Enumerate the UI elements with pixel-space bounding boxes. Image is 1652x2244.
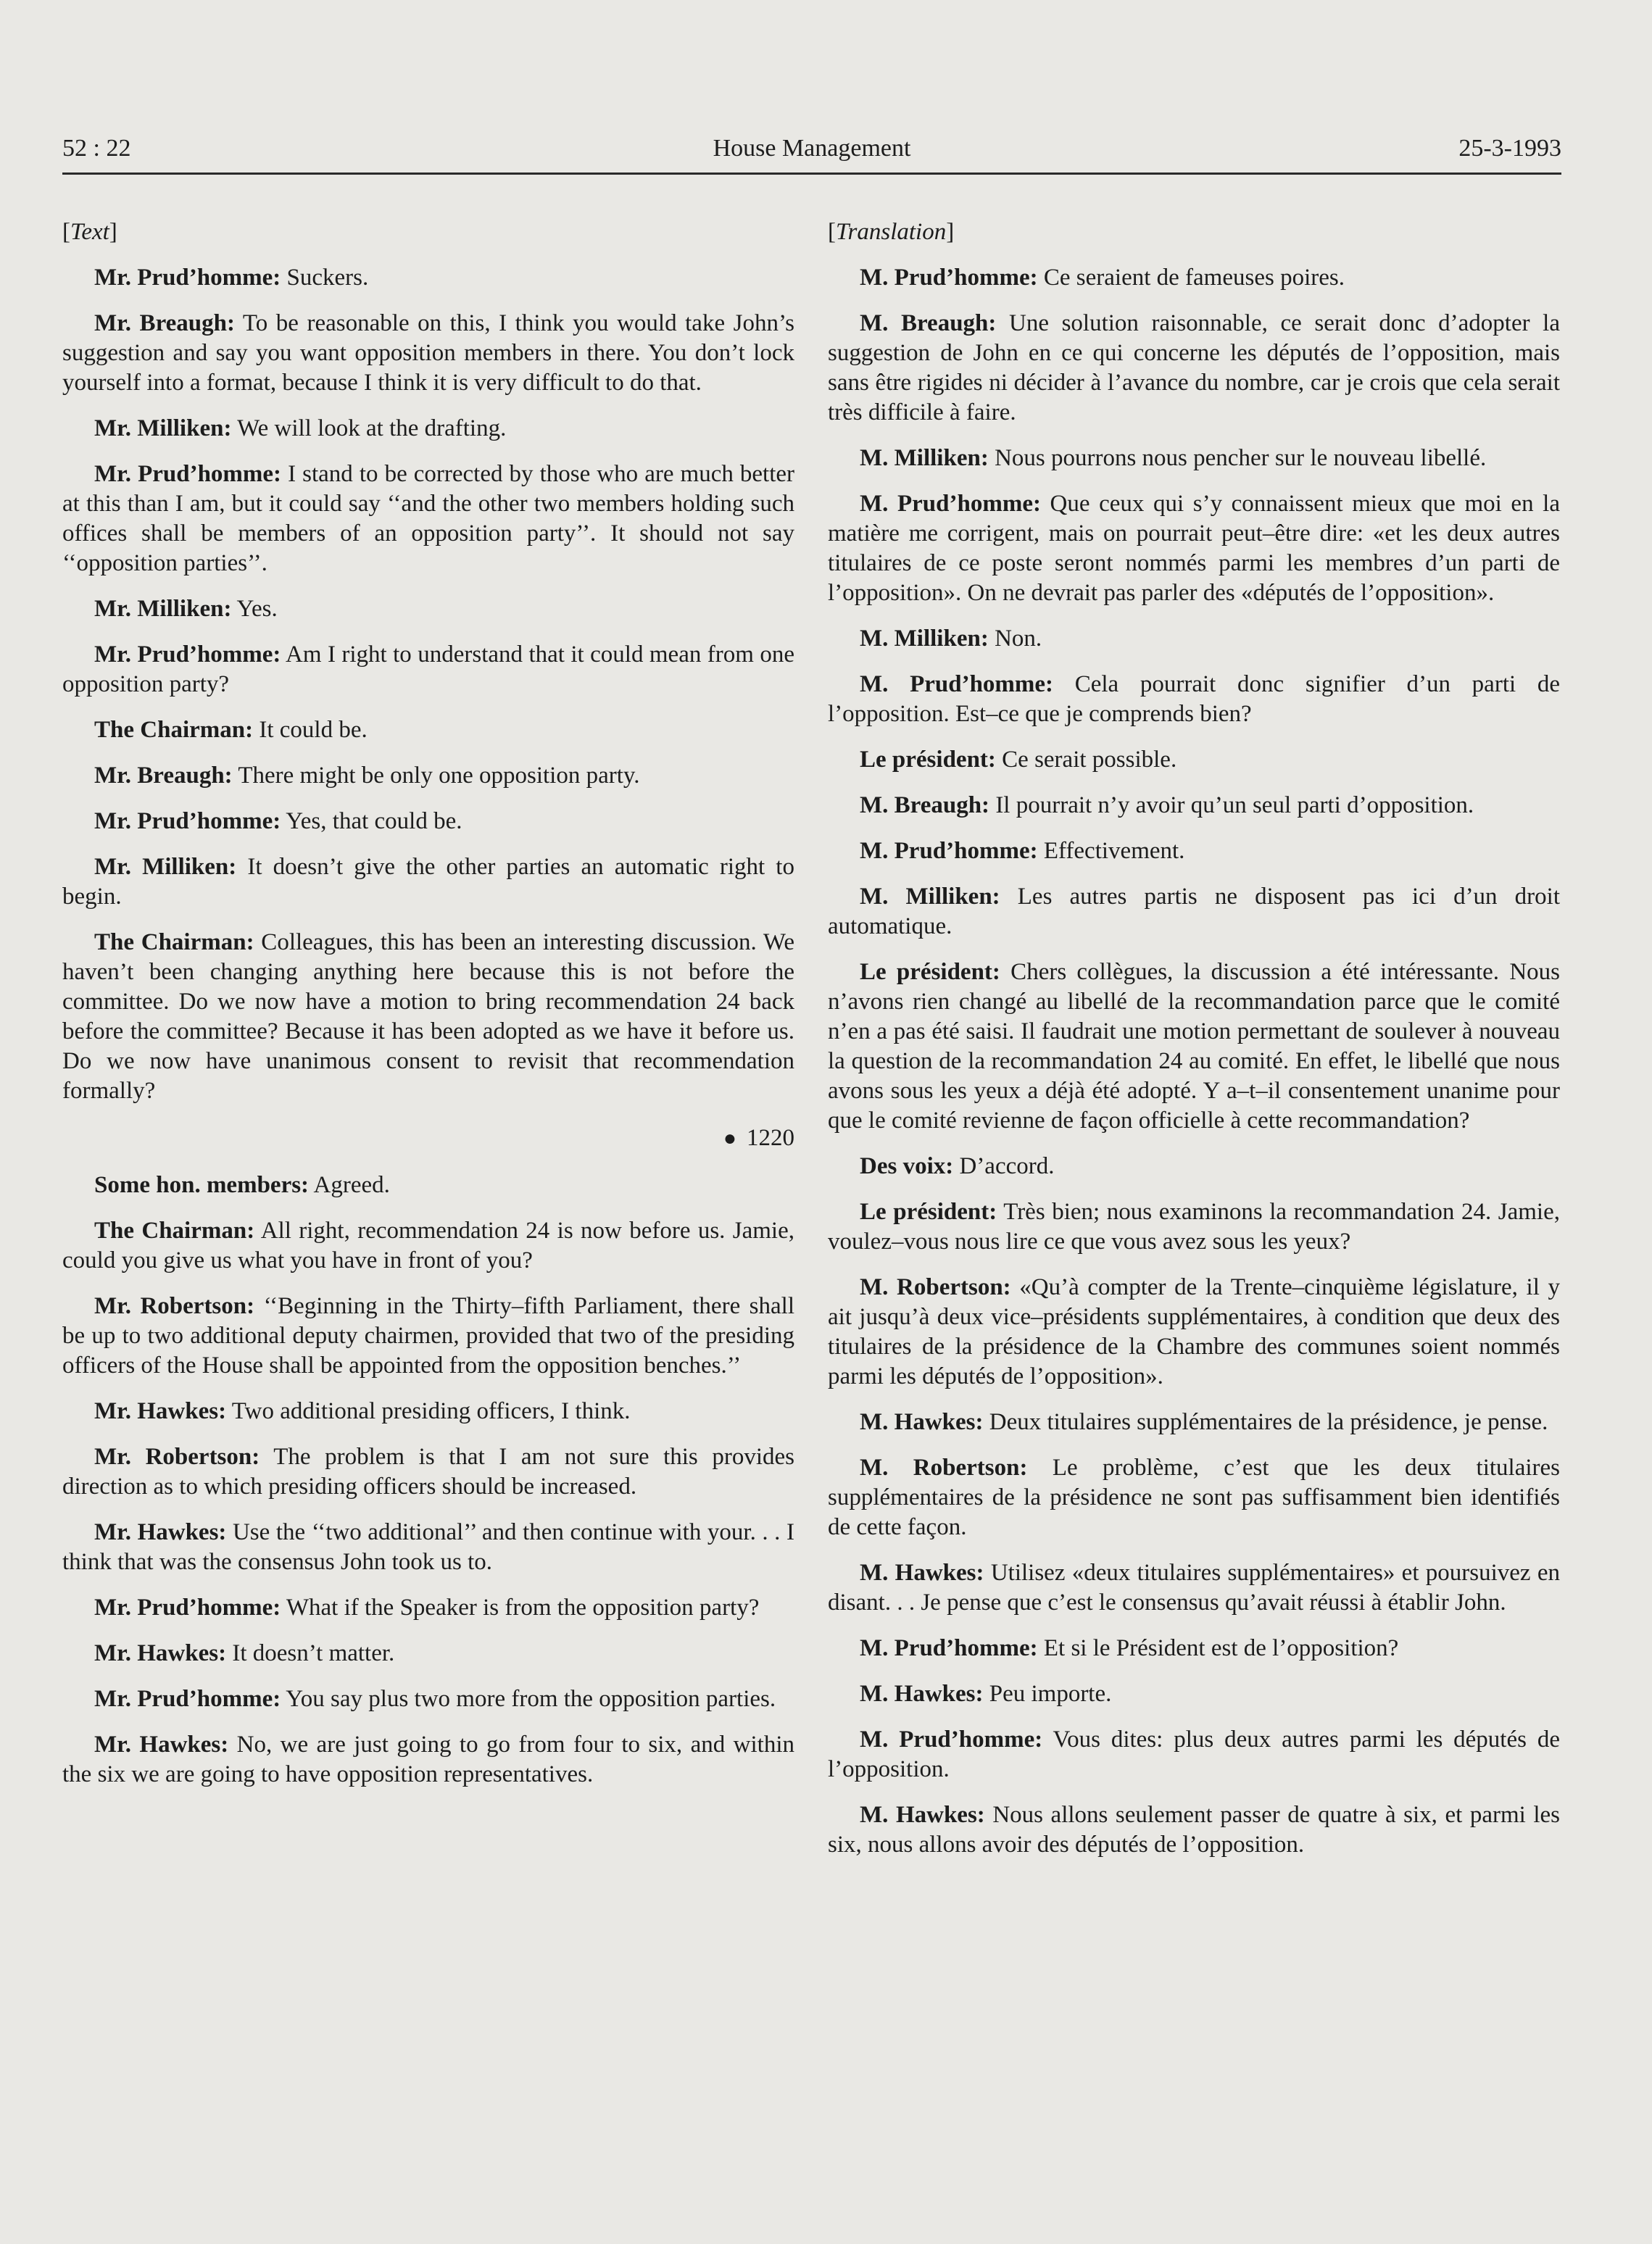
column-label: [Text]: [62, 219, 117, 245]
speech-text: Il pourrait n’y avoir qu’un seul parti d’opposition.: [989, 792, 1474, 818]
speaker-name: Mr. Milliken:: [94, 415, 232, 441]
speech-paragraph: [62, 807, 794, 836]
speaker-name: Mr. Breaugh:: [94, 762, 233, 789]
speaker-name: Mr. Milliken:: [94, 596, 232, 622]
speech-paragraph: [62, 309, 794, 398]
speech-text: Et si le Président est de l’opposition?: [1037, 1635, 1399, 1661]
speech-text: Colleagues, this has been an interesting discussion. We haven’t been changing anything here because this is not before the committee. Do we now have a motion to bring recommendation 24 back before the committee? Because it has been adopted as we have it before us. Do we now have unanimous consent to revisit that recommendation formally?: [62, 929, 795, 1104]
speaker-name: The Chairman:: [94, 1218, 255, 1244]
speech-paragraph: [828, 1634, 1560, 1663]
speech-text: «Qu’à compter de la Trente–cinquième législature, il y ait jusqu’à deux vice–présidents supplémentaires, à condition que deux des titulaires de la présidence de la Chambre des communes soient nommés parmi les députés de l’opposition».: [828, 1274, 1560, 1389]
speech-text: Use the ‘‘two additional’’ and then continue with your. . . I think that was the consensus John took us to.: [62, 1519, 794, 1575]
speech-text: I stand to be corrected by those who are much better at this than I am, but it could say ‘‘and the other two members holding such offices shall be members of an opposition party’’. It should not say ‘‘opposition parties’’.: [62, 461, 795, 576]
speech-paragraph: [828, 1800, 1560, 1860]
speaker-name: M. Breaugh:: [860, 310, 997, 336]
speech-text: Une solution raisonnable, ce serait donc d’adopter la suggestion de John en ce qui concerne les députés de l’opposition, mais sans être rigides ni décider à l’avance du nombre, car je crois que cela serait très difficile à faire.: [828, 310, 1560, 425]
speech-text: Peu importe.: [983, 1681, 1112, 1707]
speech-paragraph: [62, 1397, 794, 1426]
speech-text: Ce seraient de fameuses poires.: [1037, 265, 1345, 291]
speech-paragraph: [828, 1152, 1560, 1181]
publication-title: House Management: [713, 135, 911, 162]
speech-paragraph: [62, 715, 794, 745]
speech-text: Effectivement.: [1037, 838, 1185, 864]
paragraph-group: [62, 1171, 794, 1790]
speech-paragraph: [62, 1593, 794, 1623]
speech-paragraph: [62, 640, 794, 699]
speaker-name: Some hon. members:: [94, 1172, 310, 1198]
speaker-name: M. Hawkes:: [860, 1802, 985, 1828]
bullet-icon: ●: [723, 1126, 736, 1150]
speech-paragraph: [828, 791, 1560, 820]
speech-text: We will look at the drafting.: [231, 415, 507, 441]
speech-paragraph: [62, 460, 794, 578]
speaker-name: M. Milliken:: [860, 884, 1000, 910]
speech-text: Utilisez «deux titulaires supplémentaires» et poursuivez en disant. . . Je pense que c’est le consensus qu’avait réussi à établir John.: [828, 1560, 1561, 1616]
speaker-name: M. Robertson:: [860, 1455, 1028, 1481]
speech-text: Two additional presiding officers, I think.: [226, 1398, 631, 1424]
speaker-name: Mr. Prud’homme:: [94, 265, 281, 291]
header-date: 25-3-1993: [1458, 135, 1561, 162]
speaker-name: Mr. Hawkes:: [94, 1398, 227, 1424]
speech-paragraph: [828, 957, 1560, 1136]
page-number: 52 : 22: [62, 135, 131, 162]
speech-text: Non.: [988, 626, 1042, 652]
speech-text: Cela pourrait donc signifier d’un parti de l’opposition. Est–ce que je comprends bien?: [828, 671, 1560, 727]
speech-paragraph: [62, 928, 794, 1106]
speech-paragraph: [828, 1273, 1560, 1392]
speaker-name: Des voix:: [860, 1153, 954, 1179]
speech-text: Suckers.: [281, 265, 369, 291]
column-label-text: Text: [70, 219, 109, 245]
speech-text: Yes.: [231, 596, 278, 622]
french-column: [828, 217, 1560, 1876]
speech-paragraph: [62, 1292, 794, 1381]
speech-text: Ce serait possible.: [995, 747, 1177, 773]
speech-text: Agreed.: [309, 1172, 390, 1198]
paragraph-group: [62, 263, 794, 1106]
speaker-name: M. Robertson:: [860, 1274, 1011, 1300]
speech-text: What if the Speaker is from the opposition party?: [281, 1595, 760, 1621]
speech-text: Am I right to understand that it could mean from one opposition party?: [62, 641, 794, 697]
speaker-name: The Chairman:: [94, 717, 254, 743]
speech-paragraph: [62, 1518, 794, 1577]
speech-text: All right, recommendation 24 is now before us. Jamie, could you give us what you have in front of you?: [62, 1218, 795, 1273]
speaker-name: Mr. Robertson:: [94, 1293, 255, 1319]
speaker-name: Mr. Prud’homme:: [94, 641, 281, 668]
timestamp: [62, 1123, 794, 1153]
running-header: [62, 132, 1561, 175]
speaker-name: Mr. Robertson:: [94, 1444, 260, 1470]
speech-text: Nous allons seulement passer de quatre à six, et parmi les six, nous allons avoir des députés de l’opposition.: [828, 1802, 1560, 1858]
speech-paragraph: [62, 263, 794, 293]
speaker-name: Mr. Hawkes:: [94, 1732, 229, 1758]
speaker-name: The Chairman:: [94, 929, 254, 955]
speech-paragraph: [828, 882, 1560, 942]
speaker-name: Mr. Prud’homme:: [94, 808, 281, 834]
paragraph-group: [828, 263, 1560, 1860]
speaker-name: Le président:: [860, 959, 1000, 985]
speaker-name: Mr. Breaugh:: [94, 310, 235, 336]
speech-paragraph: [828, 1408, 1560, 1437]
speech-paragraph: [62, 1639, 794, 1669]
speech-text: Que ceux qui s’y connaissent mieux que moi en la matière me corrigent, mais on pourrait peut–être dire: «et les deux autres titulaires de ce poste seront nommés parmi les membres d’un parti de l’opposition». On ne devrait pas parler des «députés de l’opposition».: [828, 491, 1560, 606]
speech-text: Vous dites: plus deux autres parmi les députés de l’opposition.: [828, 1726, 1560, 1782]
speech-text: Yes, that could be.: [281, 808, 462, 834]
speech-paragraph: [828, 624, 1560, 654]
column-label: [Translation]: [828, 219, 955, 245]
speech-text: It doesn’t give the other parties an automatic right to begin.: [62, 854, 794, 910]
speech-paragraph: [62, 1171, 794, 1200]
speaker-name: Mr. Prud’homme:: [94, 461, 282, 487]
speech-paragraph: [62, 1684, 794, 1714]
speech-paragraph: [828, 1725, 1560, 1784]
speaker-name: Mr. Hawkes:: [94, 1519, 227, 1545]
speech-paragraph: [62, 1730, 794, 1790]
english-column: [62, 217, 794, 1805]
speech-text: No, we are just going to go from four to six, and within the six we are going to have opposition representatives.: [62, 1732, 794, 1787]
speech-paragraph: [828, 263, 1560, 293]
speech-paragraph: [828, 1679, 1560, 1709]
speech-paragraph: [828, 309, 1560, 428]
speech-text: The problem is that I am not sure this provides direction as to which presiding officers should be increased.: [62, 1444, 794, 1500]
speech-text: Nous pourrons nous pencher sur le nouveau libellé.: [988, 445, 1487, 471]
speech-paragraph: [62, 1216, 794, 1276]
speaker-name: M. Hawkes:: [860, 1409, 984, 1435]
column-label-text: Translation: [836, 219, 947, 245]
speech-text: Deux titulaires supplémentaires de la présidence, je pense.: [983, 1409, 1548, 1435]
speaker-name: M. Breaugh:: [860, 792, 990, 818]
speaker-name: M. Prud’homme:: [860, 265, 1038, 291]
speaker-name: M. Milliken:: [860, 626, 989, 652]
speaker-name: Mr. Milliken:: [94, 854, 237, 880]
speaker-name: M. Prud’homme:: [860, 671, 1054, 697]
speech-paragraph: [828, 1453, 1560, 1542]
speaker-name: M. Hawkes:: [860, 1681, 984, 1707]
speech-text: There might be only one opposition party.: [232, 762, 640, 789]
speech-paragraph: [828, 489, 1560, 608]
speaker-name: Mr. Prud’homme:: [94, 1686, 281, 1712]
speech-text: ‘‘Beginning in the Thirty–fifth Parliament, there shall be up to two additional deputy chairmen, provided that two of the presiding officers of the House shall be appointed from the opposition benches.’’: [62, 1293, 794, 1379]
speaker-name: Mr. Prud’homme:: [94, 1595, 281, 1621]
speaker-name: M. Prud’homme:: [860, 1726, 1043, 1753]
speaker-name: M. Prud’homme:: [860, 1635, 1038, 1661]
speech-paragraph: [828, 1558, 1560, 1618]
speech-text: To be reasonable on this, I think you would take John’s suggestion and say you want opposition members in there. You don’t lock yourself into a format, because I think it is very difficult to do that.: [62, 310, 794, 396]
speaker-name: Le président:: [860, 1199, 997, 1225]
speaker-name: Mr. Hawkes:: [94, 1640, 227, 1666]
speech-text: Les autres partis ne disposent pas ici d’un droit automatique.: [828, 884, 1560, 939]
speech-paragraph: [62, 594, 794, 624]
speech-paragraph: [62, 761, 794, 791]
speech-text: Chers collègues, la discussion a été intéressante. Nous n’avons rien changé au libellé de la recommandation parce que le comité n’en a pas été saisi. Il faudrait une motion permettant de soulever à nouveau la question de la recommandation 24 au comité. En effet, le libellé que nous avons sous les yeux a déjà été adopté. Y a–t–il consentement unanime pour que le comité revienne de façon officielle à cette recommandation?: [828, 959, 1560, 1134]
speech-text: Très bien; nous examinons la recommandation 24. Jamie, voulez–vous nous lire ce que vous avez sous les yeux?: [828, 1199, 1560, 1255]
timestamp-value: 1220: [747, 1125, 794, 1151]
speaker-name: Le président:: [860, 747, 996, 773]
speech-text: You say plus two more from the opposition parties.: [281, 1686, 776, 1712]
speech-paragraph: [62, 852, 794, 912]
speaker-name: M. Prud’homme:: [860, 491, 1041, 517]
speech-paragraph: [828, 836, 1560, 866]
speech-paragraph: [828, 745, 1560, 775]
speech-text: D’accord.: [953, 1153, 1055, 1179]
speech-paragraph: [828, 444, 1560, 473]
speech-text: Le problème, c’est que les deux titulaires supplémentaires de la présidence ne sont pas suffisamment bien identifiés de cette façon.: [828, 1455, 1560, 1540]
speaker-name: M. Milliken:: [860, 445, 989, 471]
speech-paragraph: [62, 1442, 794, 1502]
speaker-name: M. Prud’homme:: [860, 838, 1038, 864]
speech-paragraph: [828, 670, 1560, 729]
speaker-name: M. Hawkes:: [860, 1560, 984, 1586]
speech-paragraph: [62, 414, 794, 444]
speech-paragraph: [828, 1197, 1560, 1257]
speech-text: It doesn’t matter.: [226, 1640, 395, 1666]
speech-text: It could be.: [253, 717, 368, 743]
